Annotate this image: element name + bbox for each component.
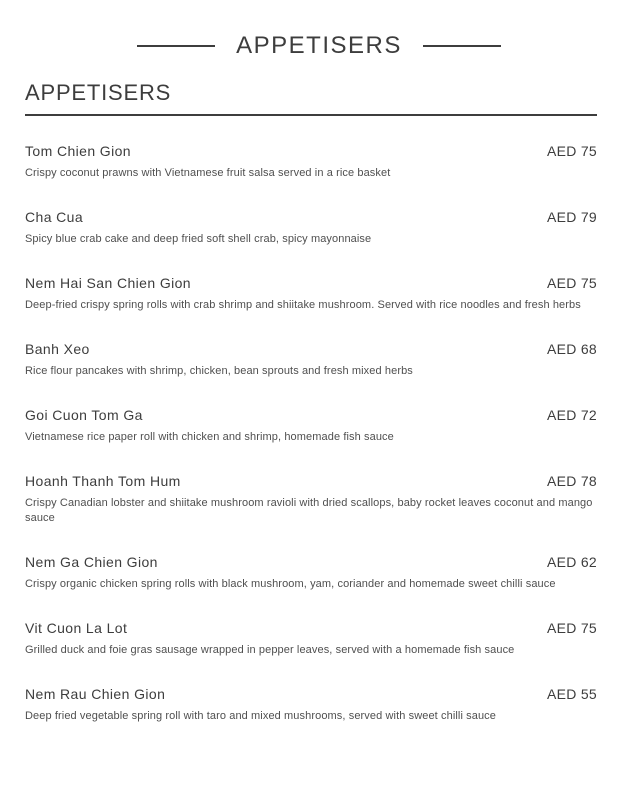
menu-item-name: Banh Xeo <box>25 340 90 357</box>
menu-item-description: Grilled duck and foie gras sausage wrapped in pepper leaves, served with a homemade fish sauce <box>25 643 515 656</box>
menu-item-name: Cha Cua <box>25 208 84 225</box>
menu-item-header <box>25 274 597 292</box>
menu-item-description: Vietnamese rice paper roll with chicken and shrimp, homemade fish sauce <box>25 430 394 443</box>
menu-item-description: Rice flour pancakes with shrimp, chicken, bean sprouts and fresh mixed herbs <box>25 364 413 377</box>
menu-item-header <box>25 619 597 637</box>
menu-item-price: AED 75 <box>546 274 597 291</box>
title-rule-right <box>423 45 501 47</box>
menu-item-description: Spicy blue crab cake and deep fried soft shell crab, spicy mayonnaise <box>25 232 372 245</box>
menu-item-header <box>25 472 597 490</box>
menu-item-price: AED 79 <box>546 208 597 225</box>
menu-item <box>25 553 597 592</box>
page-title: APPETISERS <box>236 32 402 59</box>
menu-item-name: Tom Chien Gion <box>25 142 131 159</box>
page-header <box>0 0 638 58</box>
title-rule-left <box>137 45 215 47</box>
menu-item-header <box>25 406 597 424</box>
menu-item-description: Crispy coconut prawns with Vietnamese fruit salsa served in a rice basket <box>25 166 391 179</box>
menu-item-price: AED 78 <box>546 472 597 489</box>
menu-item <box>25 340 597 379</box>
menu-item-price: AED 62 <box>546 553 597 570</box>
menu-item-header <box>25 685 597 703</box>
menu-item-description: Deep fried vegetable spring roll with taro and mixed mushrooms, served with sweet chilli sauce <box>25 709 497 722</box>
menu-item-name: Hoanh Thanh Tom Hum <box>25 472 181 489</box>
menu-item <box>25 142 597 181</box>
menu-item-price: AED 75 <box>546 142 597 159</box>
menu-item <box>25 208 597 247</box>
menu-item-price: AED 55 <box>546 685 597 702</box>
menu-item-header <box>25 142 597 160</box>
menu-item <box>25 406 597 445</box>
menu-item-price: AED 72 <box>546 406 597 423</box>
menu-item-name: Vit Cuon La Lot <box>25 619 128 636</box>
menu-item <box>25 619 597 658</box>
menu-item-name: Nem Ga Chien Gion <box>25 553 158 570</box>
menu-item-header <box>25 208 597 226</box>
menu-item-header <box>25 553 597 571</box>
menu-content <box>25 80 597 724</box>
menu-item-list <box>25 142 597 724</box>
section-heading: APPETISERS <box>25 80 172 105</box>
menu-item-header <box>25 340 597 358</box>
menu-item <box>25 472 597 526</box>
menu-item-description: Crispy Canadian lobster and shiitake mushroom ravioli with dried scallops, baby rocket leaves coconut and mango sauce <box>25 496 593 524</box>
section-divider <box>25 114 597 116</box>
menu-item-name: Nem Hai San Chien Gion <box>25 274 191 291</box>
menu-item <box>25 685 597 724</box>
menu-item-name: Goi Cuon Tom Ga <box>25 406 143 423</box>
menu-item-price: AED 68 <box>546 340 597 357</box>
menu-item-name: Nem Rau Chien Gion <box>25 685 166 702</box>
menu-item-description: Deep-fried crispy spring rolls with crab shrimp and shiitake mushroom. Served with rice noodles and fresh herbs <box>25 298 581 311</box>
menu-item-description: Crispy organic chicken spring rolls with black mushroom, yam, coriander and homemade sweet chilli sauce <box>25 577 556 590</box>
menu-item-price: AED 75 <box>546 619 597 636</box>
menu-item <box>25 274 597 313</box>
